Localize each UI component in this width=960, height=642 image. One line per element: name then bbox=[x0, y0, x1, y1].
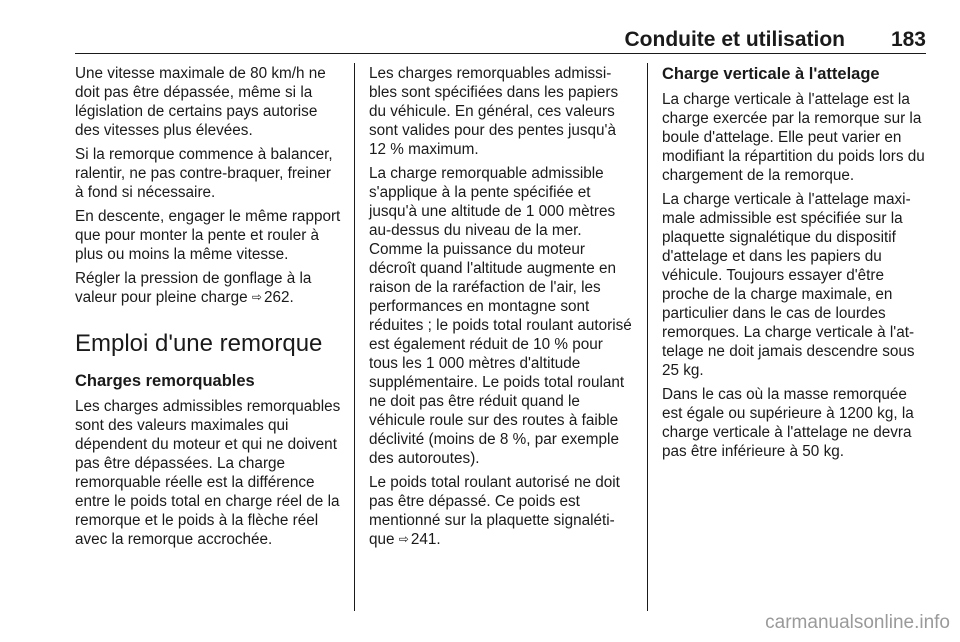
paragraph: La charge verticale à l'attelage est la charge exercée par la remorque sur la boule d'attelage. Elle peut varier en modifiant la répartition du poids lors du chargement de la remorque. bbox=[662, 91, 925, 184]
page-reference-icon: ⇨ bbox=[398, 532, 409, 546]
page-reference-icon: ⇨ bbox=[251, 290, 262, 304]
column-1 bbox=[75, 64, 341, 554]
paragraph: Les charges admissibles remorquables sont des valeurs maximales qui dépendent du moteur et qui ne doivent pas être dépassées. La charge remorquable réelle est la différence entre le poids total en charge réel de la remorque et le poids à la flèche réel avec la remorque accrochée. bbox=[75, 398, 341, 548]
subsection-title: Charge verticale à l'attelage bbox=[662, 65, 880, 83]
paragraph: Dans le cas où la masse remorquée est égale ou supérieure à 1200 kg, la charge verticale à l'attelage ne devra pas être inférieure à 50 kg. bbox=[662, 386, 914, 460]
watermark: carmanualsonline.info bbox=[765, 612, 950, 633]
paragraph: Si la remorque commence à balancer, ralentir, ne pas contre-braquer, freiner à fond si nécessaire. bbox=[75, 146, 333, 201]
section-title: Emploi d'une remorque bbox=[75, 330, 323, 357]
column-divider bbox=[354, 63, 355, 611]
paragraph: Les charges remorquables admissibles sont spécifiées dans les papiers du véhicule. En général, ces valeurs sont valides pour des pentes jusqu'à 12 % maximum. bbox=[369, 65, 619, 158]
paragraph: Une vitesse maximale de 80 km/h ne doit pas être dépassée, même si la législation de certains pays autorise des vitesses plus élevées. bbox=[75, 65, 326, 139]
header-rule bbox=[75, 53, 926, 54]
subsection-title: Charges remorquables bbox=[75, 372, 255, 390]
paragraph bbox=[75, 269, 341, 307]
page-reference-link[interactable]: 241. bbox=[410, 531, 441, 548]
page-header-title: Conduite et utilisation bbox=[624, 28, 845, 51]
paragraph-text: Régler la pression de gonflage à la valeur pour pleine charge bbox=[75, 270, 312, 306]
column-divider bbox=[647, 63, 648, 611]
paragraph bbox=[369, 473, 633, 549]
page-reference-link[interactable]: 262. bbox=[263, 289, 294, 306]
paragraph: La charge verticale à l'attelage maximale admissible est spécifiée sur la plaquette signalétique du dispositif d'attelage et dans les papiers du véhicule. Toujours essayer d'être proche de la charge maximale, en particulier dans le cas de lourdes remorques. La charge verticale à l'attelage ne doit jamais descendre sous 25 kg. bbox=[662, 191, 915, 379]
column-3 bbox=[662, 64, 928, 466]
paragraph-text: Le poids total roulant autorisé ne doit pas être dépassé. Ce poids est mentionné sur la plaquette signalétique bbox=[369, 474, 620, 548]
column-2 bbox=[369, 64, 633, 554]
paragraph: La charge remorquable admissible s'applique à la pente spécifiée et jusqu'à une altitude de 1 000 mètres au-dessus du niveau de la mer. Comme la puissance du moteur décroît quand l'altitude augmente en raison de la raréfaction de l'air, les performances en montagne sont réduites ; le poids total roulant autorisé est également réduit de 10 % pour tous les 1 000 mètres d'altitude supplémentaire. Le poids total roulant ne doit pas être réduit quand le véhicule roule sur des routes à faible déclivité (moins de 8 %, par exemple des autoroutes). bbox=[369, 165, 632, 467]
paragraph: En descente, engager le même rapport que pour monter la pente et rouler à plus ou moins la même vitesse. bbox=[75, 208, 341, 263]
page-number: 183 bbox=[890, 28, 926, 51]
